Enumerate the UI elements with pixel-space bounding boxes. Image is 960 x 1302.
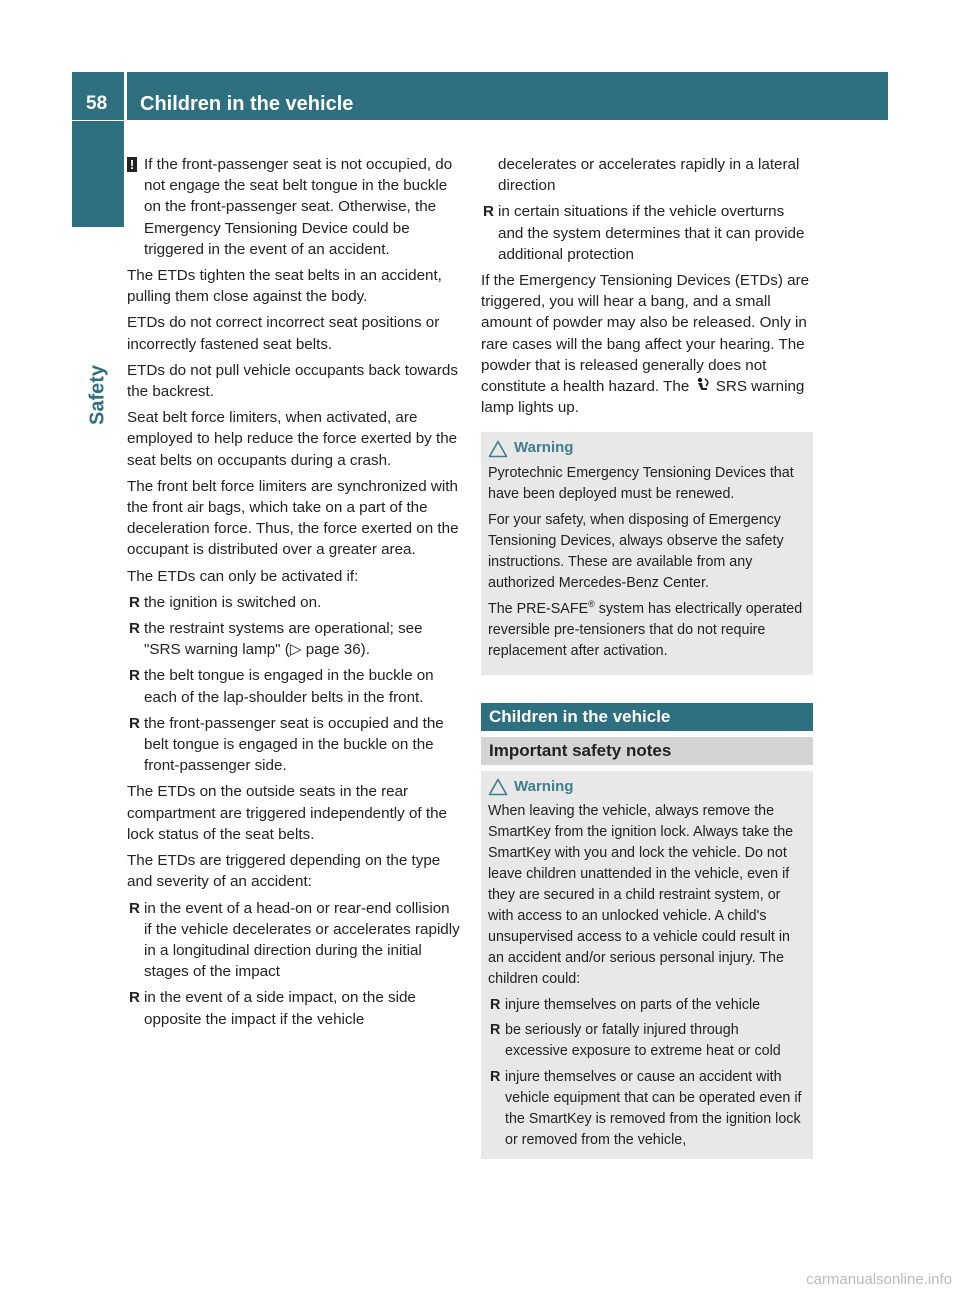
- warning-text: The PRE-SAFE® system has electrically operated reversible pre-tensioners that do not require replacement after activation.: [488, 599, 803, 659]
- list-item: R injure themselves or cause an accident with vehicle equipment that can be operated even if the SmartKey is removed from the ignition lock or removed from the vehicle,: [490, 1069, 802, 1148]
- watermark: carmanualsonline.info: [806, 1271, 952, 1288]
- header-divider: [124, 72, 127, 120]
- bullet-icon: R: [129, 620, 140, 638]
- paragraph: ETDs do not correct incorrect seat positions or incorrectly fastened seat belts.: [127, 314, 440, 353]
- caution-note-text: If the front-passenger seat is not occupied, do not engage the seat belt tongue in the buckle on the front-passenger seat. Otherwise, the Emergency Tensioning Device could be triggered in the event of an accident.: [144, 156, 453, 258]
- warning-text: Pyrotechnic Emergency Tensioning Devices that have been deployed must be renewed.: [488, 465, 794, 503]
- paragraph: The front belt force limiters are synchronized with the front air bags, which take on a part of the deceleration force. Thus, the force exerted on the occupant is distributed over a greater area.: [127, 477, 459, 559]
- bullet-icon: R: [129, 593, 140, 611]
- list-item: R the ignition is switched on.: [127, 592, 461, 613]
- paragraph: Seat belt force limiters, when activated, are employed to help reduce the force exerted by the seat belts on occupants during a crash.: [127, 409, 458, 469]
- bullet-icon: R: [129, 667, 140, 685]
- paragraph: The ETDs on the outside seats in the rear compartment are triggered independently of the lock status of the seat belts.: [127, 783, 447, 843]
- warning-box: [481, 432, 813, 674]
- left-column: [127, 154, 461, 1035]
- list-item: R in the event of a side impact, on the side opposite the impact if the vehicle: [129, 989, 416, 1028]
- list-item: R injure themselves on parts of the vehicle: [488, 995, 805, 1016]
- bullet-icon: R: [129, 714, 140, 732]
- bullet-icon: R: [129, 899, 140, 917]
- exclamation-icon: !: [127, 157, 137, 172]
- caution-note: [127, 154, 461, 260]
- warning-triangle-icon: [488, 778, 508, 796]
- list-item: R the belt tongue is engaged in the buckle on each of the lap-shoulder belts in the front.: [129, 667, 434, 706]
- srs-warning-lamp-icon: [694, 377, 712, 393]
- list-item: R the front-passenger seat is occupied and the belt tongue is engaged in the buckle on the front-passenger side.: [129, 714, 444, 775]
- warning-header: [488, 777, 805, 798]
- list-item: R in certain situations if the vehicle overturns and the system determines that it can provide additional protection: [483, 203, 805, 263]
- warning-title: Warning: [514, 439, 574, 457]
- page-reference-link[interactable]: page 36).: [305, 641, 370, 659]
- subsection-heading: Important safety notes: [481, 737, 813, 765]
- bullet-icon: R: [483, 203, 494, 221]
- warning-text: For your safety, when disposing of Emergency Tensioning Devices, always observe the safety instructions. These are available from any authorized Mercedes-Benz Center.: [488, 512, 784, 591]
- warning-text: When leaving the vehicle, always remove the SmartKey from the ignition lock. Always take the SmartKey with you and lock the vehicle. Do not leave children unattended in the vehicle, even if they are secured in a child restraint system, or with access to an unlocked vehicle. A child's unsupervised access to a vehicle could result in an accident and/or serious personal injury. The children could:: [488, 803, 794, 987]
- paragraph: ETDs do not pull vehicle occupants back towards the backrest.: [127, 361, 458, 401]
- list-item: R in the event of a head-on or rear-end collision if the vehicle decelerates or accelerates rapidly in a longitudinal direction during the initial stages of the impact: [129, 899, 460, 981]
- list-item: R be seriously or fatally injured through excessive exposure to extreme heat or cold: [490, 1022, 781, 1060]
- warning-header: [488, 438, 805, 459]
- page-reference-arrow-icon: ▷: [289, 641, 302, 659]
- paragraph: The ETDs tighten the seat belts in an accident, pulling them close against the body.: [127, 267, 442, 306]
- warning-box: [481, 771, 813, 1159]
- list-item: R the restraint systems are operational; see "SRS warning lamp" (▷ page 36).: [129, 620, 423, 659]
- paragraph: The ETDs can only be activated if:: [127, 567, 359, 585]
- bullet-icon: R: [490, 996, 501, 1013]
- paragraph: The ETDs are triggered depending on the type and severity of an accident:: [127, 852, 441, 891]
- chapter-title: Children in the vehicle: [140, 93, 354, 115]
- right-column: [481, 154, 813, 1159]
- warning-triangle-icon: [488, 440, 508, 458]
- page-number: 58: [86, 93, 108, 114]
- bullet-icon: R: [129, 989, 140, 1007]
- paragraph: If the Emergency Tensioning Devices (ETDs) are triggered, you will hear a bang, and a small amount of powder may also be released. Only in rare cases will the bang affect your hearing. The powder that is released generally does not constitute a health hazard. The SRS warning lamp lights up.: [481, 272, 810, 417]
- registered-mark: ®: [588, 599, 595, 610]
- warning-title: Warning: [514, 777, 574, 795]
- bullet-icon: R: [490, 1069, 501, 1086]
- side-tab: [72, 121, 124, 227]
- side-tab-label: Safety: [86, 364, 109, 426]
- section-heading: Children in the vehicle: [481, 703, 813, 731]
- continued-text: decelerates or accelerates rapidly in a lateral direction: [498, 156, 800, 195]
- bullet-icon: R: [490, 1022, 501, 1039]
